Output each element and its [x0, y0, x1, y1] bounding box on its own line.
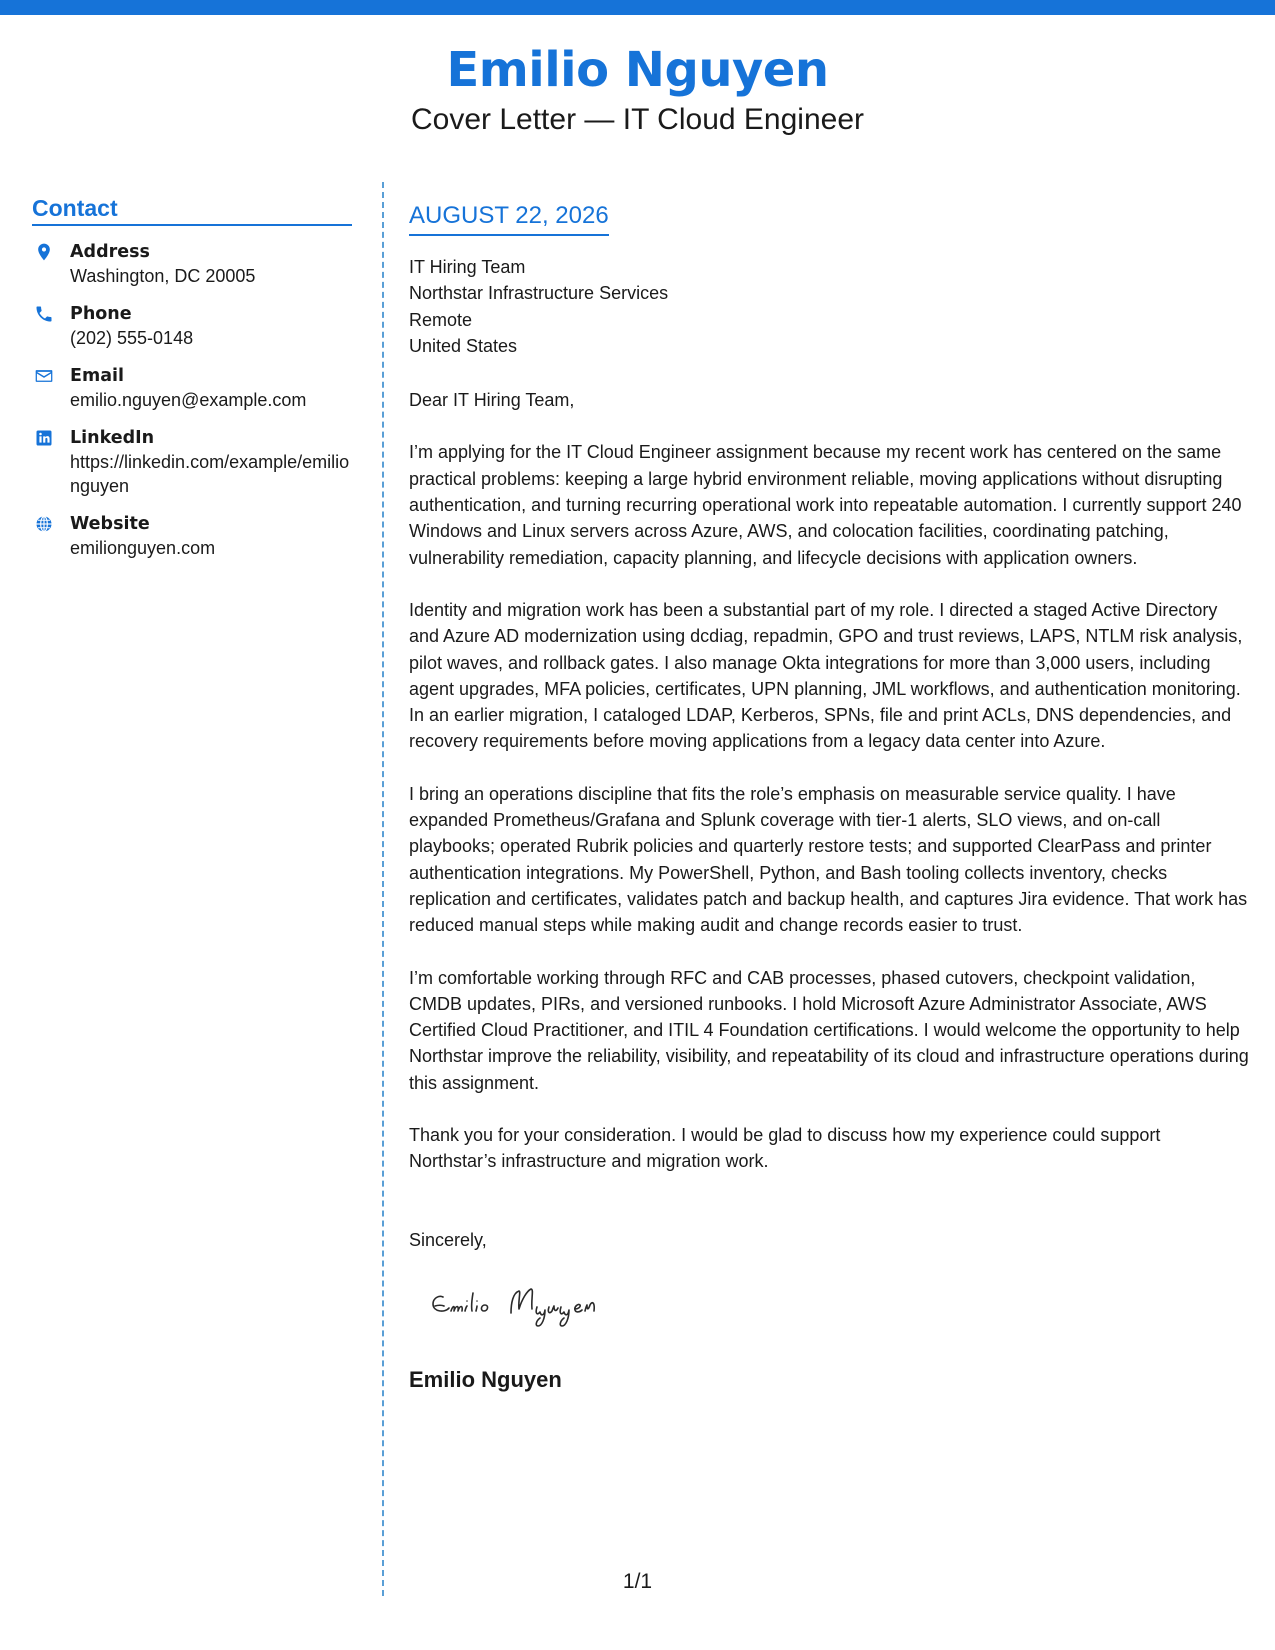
- contact-label: Address: [70, 242, 150, 262]
- document-subtitle: Cover Letter — IT Cloud Engineer: [410, 103, 864, 136]
- contact-value: (202) 555-0148: [70, 328, 194, 348]
- contact-phone: [32, 302, 352, 350]
- letter-paragraph: I bring an operations discipline that fits the role’s emphasis on measurable service quality. I have expanded Prometheus/Grafana and Splunk coverage with tier-1 alerts, SLO views, and on-call playbooks; operated Rubrik policies and quarterly restore tests; and supported ClearPass and printer authentication integrations. My PowerShell, Python, and Bash tooling collects inventory, checks replication and certificates, validates patch and backup health, and captures Jira evidence. That work has reduced manual steps while making audit and change records easier to trust.: [409, 783, 1248, 936]
- contact-value: https://linkedin.com/example/emilionguyen: [70, 452, 350, 496]
- phone-icon: [34, 304, 54, 324]
- recipient-line: Northstar Infrastructure Services: [409, 283, 669, 304]
- closing: Sincerely,: [409, 1229, 487, 1250]
- contact-label: LinkedIn: [70, 428, 155, 448]
- contact-label: Website: [70, 514, 150, 534]
- contact-value: emilio.nguyen@example.com: [70, 390, 307, 410]
- contact-value: emilionguyen.com: [70, 538, 216, 558]
- contact-sidebar: [32, 193, 352, 574]
- contact-label: Phone: [70, 304, 132, 324]
- page-number: 1/1: [622, 1570, 653, 1593]
- top-accent-bar: [0, 0, 1275, 15]
- recipient-line: IT Hiring Team: [409, 257, 526, 277]
- letter-body: [409, 200, 1249, 1394]
- contact-heading: Contact: [32, 193, 352, 226]
- contact-label: Email: [70, 366, 124, 386]
- letter-paragraph: Thank you for your consideration. I would be glad to discuss how my experience could support Northstar’s infrastructure and migration work.: [409, 1125, 1161, 1172]
- salutation: Dear IT Hiring Team,: [409, 390, 575, 411]
- globe-icon: [34, 514, 54, 534]
- contact-list: [32, 240, 352, 560]
- contact-website: [32, 512, 352, 560]
- letter-paragraph: I’m comfortable working through RFC and CAB processes, phased cutovers, checkpoint validation, CMDB updates, PIRs, and versioned runbooks. I hold Microsoft Azure Administrator Associate, AWS Certified Cloud Practitioner, and ITIL 4 Foundation certifications. I would welcome the opportunity to help Northstar improve the reliability, visibility, and repeatability of its cloud and infrastructure operations during this assignment.: [409, 967, 1249, 1093]
- applicant-name: Emilio Nguyen: [446, 42, 829, 98]
- map-pin-icon: [34, 242, 54, 262]
- handwritten-signature: [425, 1283, 665, 1333]
- linkedin-icon: [34, 428, 54, 448]
- column-divider: [382, 182, 384, 1596]
- letter-date: AUGUST 22, 2026: [409, 200, 609, 236]
- contact-address: [32, 240, 352, 288]
- email-icon: [34, 366, 54, 386]
- page-header: [0, 40, 1275, 140]
- contact-value: Washington, DC 20005: [70, 266, 256, 286]
- contact-linkedin: [32, 426, 352, 498]
- letter-paragraph: I’m applying for the IT Cloud Engineer assignment because my recent work has centered on the same practical problems: keeping a large hybrid environment reliable, moving applications without disrupting authentication, and turning recurring operational work into repeatable automation. I currently support 240 Windows and Linux servers across Azure, AWS, and colocation facilities, coordinating patching, vulnerability remediation, capacity planning, and lifecycle decisions with application owners.: [409, 442, 1242, 568]
- contact-email: [32, 364, 352, 412]
- recipient-block: [409, 254, 1249, 359]
- signer-name: Emilio Nguyen: [409, 1367, 562, 1393]
- letter-paragraph: Identity and migration work has been a substantial part of my role. I directed a staged Active Directory and Azure AD modernization using dcdiag, repadmin, GPO and trust reviews, LAPS, NTLM risk analysis, pilot waves, and rollback gates. I also manage Okta integrations for more than 3,000 users, including agent upgrades, MFA policies, certificates, UPN planning, JML workflows, and authentication monitoring. In an earlier migration, I cataloged LDAP, Kerberos, SPNs, file and print ACLs, DNS dependencies, and recovery requirements before moving applications from a legacy data center into Azure.: [409, 599, 1243, 752]
- recipient-line: Remote: [409, 309, 473, 330]
- recipient-line: United States: [409, 335, 518, 356]
